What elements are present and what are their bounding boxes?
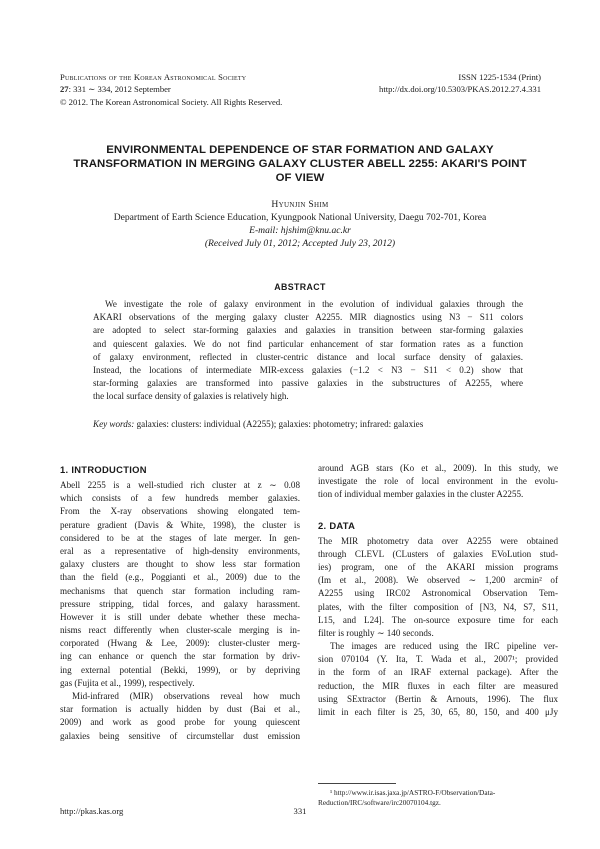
footer-url[interactable]: http://pkas.kas.org [60, 806, 124, 816]
issn-block [281, 71, 541, 96]
keywords-text: galaxies: clusters: individual (A2255); galaxies: photometry; infrared: galaxies [134, 419, 424, 429]
footnote-rule [318, 783, 396, 784]
body-line: reduction, the MIR fluxes in each filter are measured [318, 680, 558, 691]
body-line: using SExtractor (Bertin & Arnouts, 1996). The flux [318, 693, 558, 704]
body-line: corporated (Hwang & Lee, 2009): cluster-cluster merg- [60, 638, 300, 649]
section-heading-introduction: 1. INTRODUCTION [60, 464, 147, 475]
footnote-line[interactable]: Reduction/IRC/software/irc20070104.tgz. [318, 798, 441, 807]
body-line: (Im et al., 2008). We observed ∼ 1,200 arcmin² of [318, 575, 558, 586]
abstract-line: star-forming galaxies are transformed into passive galaxies in the substructures of A2255, where [93, 378, 523, 389]
body-line: ies) program, one of the AKARI mission programs [318, 561, 558, 572]
volume-number: 27 [60, 84, 69, 95]
body-line: The MIR photometry data over A2255 were obtained [318, 535, 558, 546]
body-line: star formation is actually hidden by dust (Bai et al., [60, 704, 300, 715]
abstract-body [93, 298, 523, 404]
abstract-line: AKARI observations of the merging galaxy cluster A2255. MIR diagnostics using N3 − S11 colors [93, 312, 523, 323]
body-line: galaxies being sensitive of circumstellar dust emission [60, 730, 300, 741]
abstract-line: and quiescent galaxies. We do not find particular enhancement of star formation rates as a function [93, 338, 523, 349]
body-line: ing can enhance or quench the star formation by driv- [60, 651, 300, 662]
abstract-line: Instead, the locations of intermediate MIR-excess galaxies (−1.2 < N3 − S11 < 0.2) show that [93, 364, 523, 375]
left-column [60, 463, 300, 743]
abstract-line: of galaxy environment, reflected in cluster-centric distance and local surface density of galaxies. [93, 351, 523, 362]
body-line: limit in each filter is 25, 30, 65, 80, 150, and 400 μJy [318, 707, 558, 717]
body-line: which consists of a few hundreds member galaxies. [60, 493, 300, 504]
body-line: sion 070104 (Y. Ita, T. Wada et al., 2007¹; provided [318, 654, 558, 665]
page-number: 331 [293, 806, 307, 816]
keywords-label: Key words: [93, 419, 135, 429]
body-line: gas (Fujita et al., 1999), respectively. [60, 677, 195, 688]
body-line: through CLEVL (CLusters of galaxies EVoLution stud- [318, 548, 558, 559]
section-gap [318, 502, 558, 519]
body-line: Mid-infrared (MIR) observations reveal how much [72, 691, 300, 701]
body-line: 2009) and work as good probe for young quiescent [60, 717, 300, 728]
journal-name: Publications of the Korean Astronomical Society [60, 72, 247, 82]
body-line: ing external potential (Bekki, 1999), or by depriving [60, 664, 300, 675]
body-line: eral as a representative of high-density environments, [60, 545, 300, 556]
body-line: investigate the role of local environment in the evolu- [318, 476, 558, 487]
issue-info: : 331 ∼ 334, 2012 September [68, 84, 171, 95]
body-line: plates, with the filter composition of [N3, N4, S7, S11, [318, 601, 558, 612]
copyright-line: © 2012. The Korean Astronomical Society. All Rights Reserved. [60, 96, 283, 107]
received-dates: (Received July 01, 2012; Accepted July 23, 2012) [204, 238, 396, 249]
paper-title [55, 143, 545, 185]
body-line: A2255 using IRC02 Astronomical Observation Tem- [318, 588, 558, 599]
footnote-line[interactable]: ¹ http://www.ir.isas.jaxa.jp/ASTRO-F/Observation/Data- [330, 788, 496, 797]
body-line: Abell 2255 is a well-studied rich cluster at z ∼ 0.08 [60, 480, 300, 490]
body-line: tion of individual member galaxies in the cluster A2255. [318, 489, 524, 500]
body-line: galaxy clusters are thought to show less star formation [60, 559, 300, 570]
body-line: than the field (e.g., Poggianti et al., 2009) due to the [60, 572, 300, 583]
affiliation: Department of Earth Science Education, Kyungpook National University, Daegu 702-701, Korea [113, 212, 487, 223]
body-line: However it is still under debate whether these mecha- [60, 611, 300, 622]
body-line: From the X-ray observations showing elongated tem- [60, 506, 300, 517]
body-line: considered to be at the stages of late merger. In gen- [60, 532, 300, 543]
abstract-heading: ABSTRACT [274, 282, 326, 292]
title-line: TRANSFORMATION IN MERGING GALAXY CLUSTER ABELL 2255: AKARI'S POINT [73, 158, 527, 170]
body-line: in the form of an IRAF external package). After the [318, 667, 558, 678]
author-email[interactable]: E-mail: hjshim@knu.ac.kr [249, 225, 351, 236]
body-line: nisms react differently when cluster-scale merging is in- [60, 625, 300, 636]
doi-link[interactable]: http://dx.doi.org/10.5303/PKAS.2012.27.4.331 [379, 84, 541, 95]
body-line: The images are reduced using the IRC pipeline ver- [330, 641, 558, 652]
keywords-line [93, 419, 523, 429]
body-line: pressure stripping, tidal forces, and galaxy harassment. [60, 598, 300, 609]
right-column [318, 462, 558, 719]
footnote [318, 788, 562, 808]
body-line: L15, and L24]. The on-source exposure time for each [318, 614, 558, 625]
abstract-line: are adopted to select star-forming galaxies and galaxies in transition between star-forming galaxies [93, 325, 523, 336]
body-line: around AGB stars (Ko et al., 2009). In this study, we [318, 463, 558, 473]
body-line: mechanisms that quench star formation including ram- [60, 585, 300, 596]
author-block [40, 198, 560, 250]
title-line: OF VIEW [275, 172, 325, 184]
body-line: perature gradient (Davis & White, 1998), the cluster is [60, 519, 300, 530]
issn: ISSN 1225-1534 (Print) [458, 72, 541, 82]
abstract-line: We investigate the role of galaxy environment in the evolution of individual galaxies through the [105, 299, 523, 309]
body-line: filter is roughly ∼ 140 seconds. [318, 627, 434, 638]
section-heading-data: 2. DATA [318, 519, 356, 531]
abstract-line: the local surface density of galaxies is relatively high. [93, 391, 289, 402]
title-line: ENVIRONMENTAL DEPENDENCE OF STAR FORMATION AND GALAXY [106, 144, 494, 156]
author-name: Hyunjin Shim [271, 199, 329, 210]
